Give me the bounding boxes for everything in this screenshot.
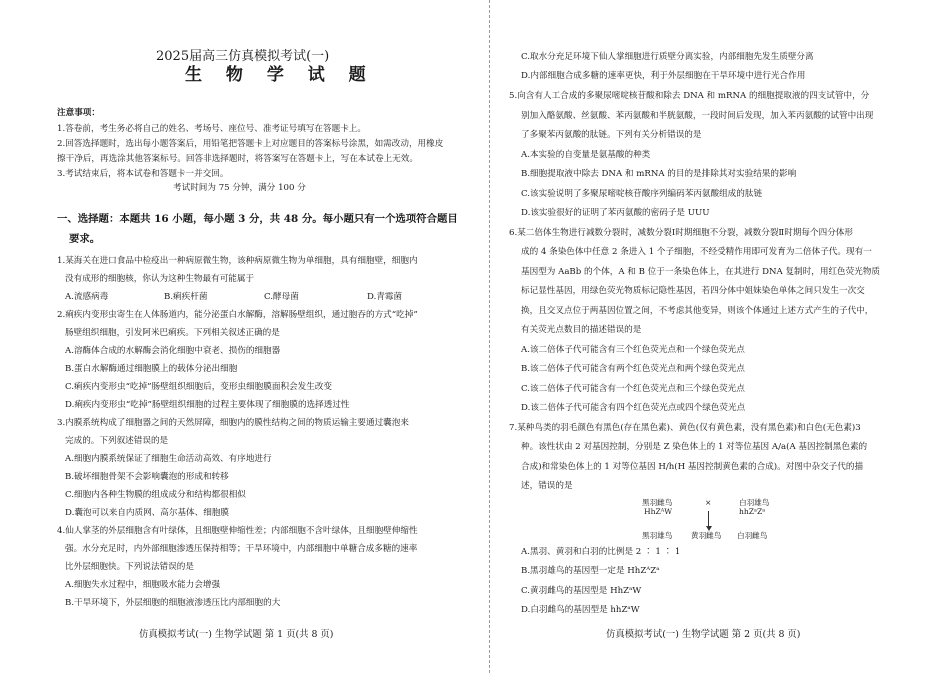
option-line: B.蛋白水解酶通过细胞膜上的载体分泌出细胞 <box>65 364 238 374</box>
option-line: C.取水分充足环境下仙人掌细胞进行质壁分离实验，内部细胞先发生质壁分离 <box>521 52 814 62</box>
question-line: 种。该性状由 2 对基因控制，分别是 Z 染色体上的 1 对等位基因 A/a(A 基因控制黑色素的 <box>521 442 868 452</box>
column-divider <box>489 0 490 673</box>
question-line: 4.仙人掌茎的外层细胞含有叶绿体，且细胞壁伸缩性差；内部细胞不含叶绿体，且细胞壁伸缩性 <box>57 526 418 536</box>
parent-male-label: 白羽雄鸟 <box>739 498 770 507</box>
cross-symbol: × <box>705 498 712 507</box>
question-line: 强。水分充足时，内外部细胞渗透压保持相等；干旱环境中，内部细胞中单糖合成多糖的速率 <box>65 544 418 554</box>
question-line: 别加入酪氨酸、丝氨酸、苯丙氨酸和半胱氨酸，一段时间后发现，加入苯丙氨酸的试管中出现 <box>521 111 874 121</box>
time-score: 考试时间为 75 分钟，满分 100 分 <box>173 183 306 193</box>
option-line: A.本实验的自变量是氨基酸的种类 <box>521 150 651 160</box>
q1-option-b: B.痢疾杆菌 <box>164 292 208 302</box>
option-line: D.痢疾内变形虫“吃掉”肠壁组织细胞的过程主要体现了细胞膜的选择透过性 <box>65 400 350 410</box>
question-line: 换，且交叉点位于两基因位置之间，不考虑其他变异，则该个体通过上述方式产生的子代中， <box>521 306 874 316</box>
offspring-label: 白羽雌鸟 <box>737 531 768 540</box>
option-line: D.该二倍体子代可能含有四个红色荧光点或四个绿色荧光点 <box>521 403 746 413</box>
q1-option-d: D.青霉菌 <box>367 292 403 302</box>
offspring-label: 黄羽雌鸟 <box>691 531 722 540</box>
footer-right: 仿真模拟考试(一) 生物学试题 第 2 页(共 8 页) <box>606 629 801 640</box>
option-line: C.该二倍体子代可能含有一个红色荧光点和三个绿色荧光点 <box>521 384 745 394</box>
option-line: D.该实验很好的证明了苯丙氨酸的密码子是 UUU <box>521 208 710 218</box>
note-line: 1.答卷前，考生务必将自己的姓名、考场号、座位号、准考证号填写在答题卡上。 <box>57 124 366 134</box>
question-line: 标记显性基因，用绿色荧光物质标记隐性基因，若四分体中姐妹染色单体之间只发生一次交 <box>521 286 865 296</box>
option-line: C.该实验说明了多聚尿嘧啶核苷酸序列编码苯丙氨酸组成的肽链 <box>521 189 763 199</box>
note-line: 2.回答选择题时，选出每小题答案后，用铅笔把答题卡上对应题目的答案标号涂黑，如需改动，用橡皮 <box>57 139 444 149</box>
subject-title: 生 物 学 试 题 <box>185 65 375 85</box>
question-line: 7.某种鸟类的羽毛颜色有黑色(存在黑色素)、黄色(仅有黄色素，没有黑色素)和白色(无色素)3 <box>509 423 861 433</box>
question-line: 没有成形的细胞核，你认为这种生物最有可能属于 <box>65 274 255 284</box>
option-line: A.该二倍体子代可能含有三个红色荧光点和一个绿色荧光点 <box>521 345 745 355</box>
parent-female-genotype: HhZᴬW <box>644 507 673 516</box>
option-line: A.黑羽、黄羽和白羽的比例是 2 ∶ 1 ∶ 1 <box>521 547 681 557</box>
question-line: 肠壁组织细胞，引发阿米巴痢疾。下列相关叙述正确的是 <box>65 328 280 338</box>
offspring-label: 黑羽雄鸟 <box>642 531 673 540</box>
q1-option-a: A.流感病毒 <box>65 292 109 302</box>
question-line: 比外层细胞快。下列说法错误的是 <box>65 562 194 572</box>
question-line: 5.向含有人工合成的多聚尿嘧啶核苷酸和除去 DNA 和 mRNA 的细胞提取液的四支试管中，分 <box>509 91 870 101</box>
question-line: 合成)和常染色体上的 1 对等位基因 H/h(H 基因控制黄色素的合成)。对图中杂交子代的描 <box>521 462 864 472</box>
option-line: B.干旱环境下，外层细胞的细胞液渗透压比内部细胞的大 <box>65 598 281 608</box>
question-line: 完成的。下列叙述错误的是 <box>65 436 169 446</box>
option-line: B.破坏细胞骨架不会影响囊泡的形成和转移 <box>65 472 229 482</box>
option-line: B.细胞提取液中除去 DNA 和 mRNA 的目的是排除其对实验结果的影响 <box>521 169 797 179</box>
section-heading-cont: 要求。 <box>69 233 101 245</box>
question-line: 1.某海关在进口食品中检疫出一种病原微生物，该种病原微生物为单细胞，具有细胞壁，细胞内 <box>57 256 418 266</box>
q1-option-c: C.酵母菌 <box>264 292 299 302</box>
note-line: 擦干净后，再选涂其他答案标号。回答非选择题时，将答案写在答题卡上，写在本试卷上无效。 <box>57 154 418 164</box>
question-line: 了多聚苯丙氨酸的肽链。下列有关分析错误的是 <box>521 130 702 140</box>
question-line: 基因型为 AaBb 的个体，A 和 B 位于一条染色体上，在其进行 DNA 复制时，用红色荧光物质 <box>521 267 881 277</box>
question-line: 3.内膜系统构成了细胞器之间的天然屏障，细胞内的膜性结构之间的物质运输主要通过囊泡来 <box>57 418 409 428</box>
exam-title: 2025届高三仿真模拟考试(一) <box>156 49 330 64</box>
note-line: 3.考试结束后，将本试卷和答题卡一并交回。 <box>57 169 229 179</box>
question-line: 有关荧光点数目的描述错误的是 <box>521 325 642 335</box>
question-line: 成的 4 条染色体中任意 2 条进入 1 个子细胞，不经受精作用即可发育为二倍体子代。现有一 <box>521 247 872 257</box>
option-line: B.该二倍体子代可能含有两个红色荧光点和两个绿色荧光点 <box>521 364 745 374</box>
section-heading: 一、选择题：本题共 16 小题，每小题 3 分，共 48 分。每小题只有一个选项符合题目 <box>57 213 458 225</box>
cross-arrow <box>708 511 709 527</box>
option-line: D.白羽雌鸟的基因型是 hhZᵃW <box>521 605 640 615</box>
question-line: 2.痢疾内变形虫寄生在人体肠道内，能分泌蛋白水解酶，溶解肠壁组织，通过胞吞的方式“吃掉” <box>57 310 418 320</box>
parent-male-genotype: hhZᵃZᵃ <box>739 507 766 516</box>
footer-left: 仿真模拟考试(一) 生物学试题 第 1 页(共 8 页) <box>139 629 334 640</box>
question-line: 述，错误的是 <box>521 481 573 491</box>
option-line: D.囊泡可以来自内质网、高尔基体、细胞膜 <box>65 508 230 518</box>
option-line: A.细胞内膜系统保证了细胞生命活动高效、有序地进行 <box>65 454 272 464</box>
question-line: 6.某二倍体生物进行减数分裂时，减数分裂Ⅰ时期细胞不分裂，减数分裂Ⅱ时期每个四分体形 <box>509 228 853 238</box>
option-line: A.细胞失水过程中，细胞吸水能力会增强 <box>65 580 221 590</box>
parent-female-label: 黑羽雌鸟 <box>642 498 673 507</box>
option-line: D.内部细胞合成多糖的速率更快，利于外层细胞在干旱环境中进行光合作用 <box>521 71 806 81</box>
notes-heading: 注意事项： <box>57 108 100 118</box>
option-line: C.细胞内各种生物膜的组成成分和结构都很相似 <box>65 490 246 500</box>
option-line: C.痢疾内变形虫“吃掉”肠壁组织细胞后，变形虫细胞膜面积会发生改变 <box>65 382 333 392</box>
option-line: A.溶酶体合成的水解酶会消化细胞中衰老、损伤的细胞器 <box>65 346 281 356</box>
option-line: C.黄羽雌鸟的基因型是 HhZᵃW <box>521 586 642 596</box>
option-line: B.黑羽雄鸟的基因型一定是 HhZᴬZᵃ <box>521 566 660 576</box>
